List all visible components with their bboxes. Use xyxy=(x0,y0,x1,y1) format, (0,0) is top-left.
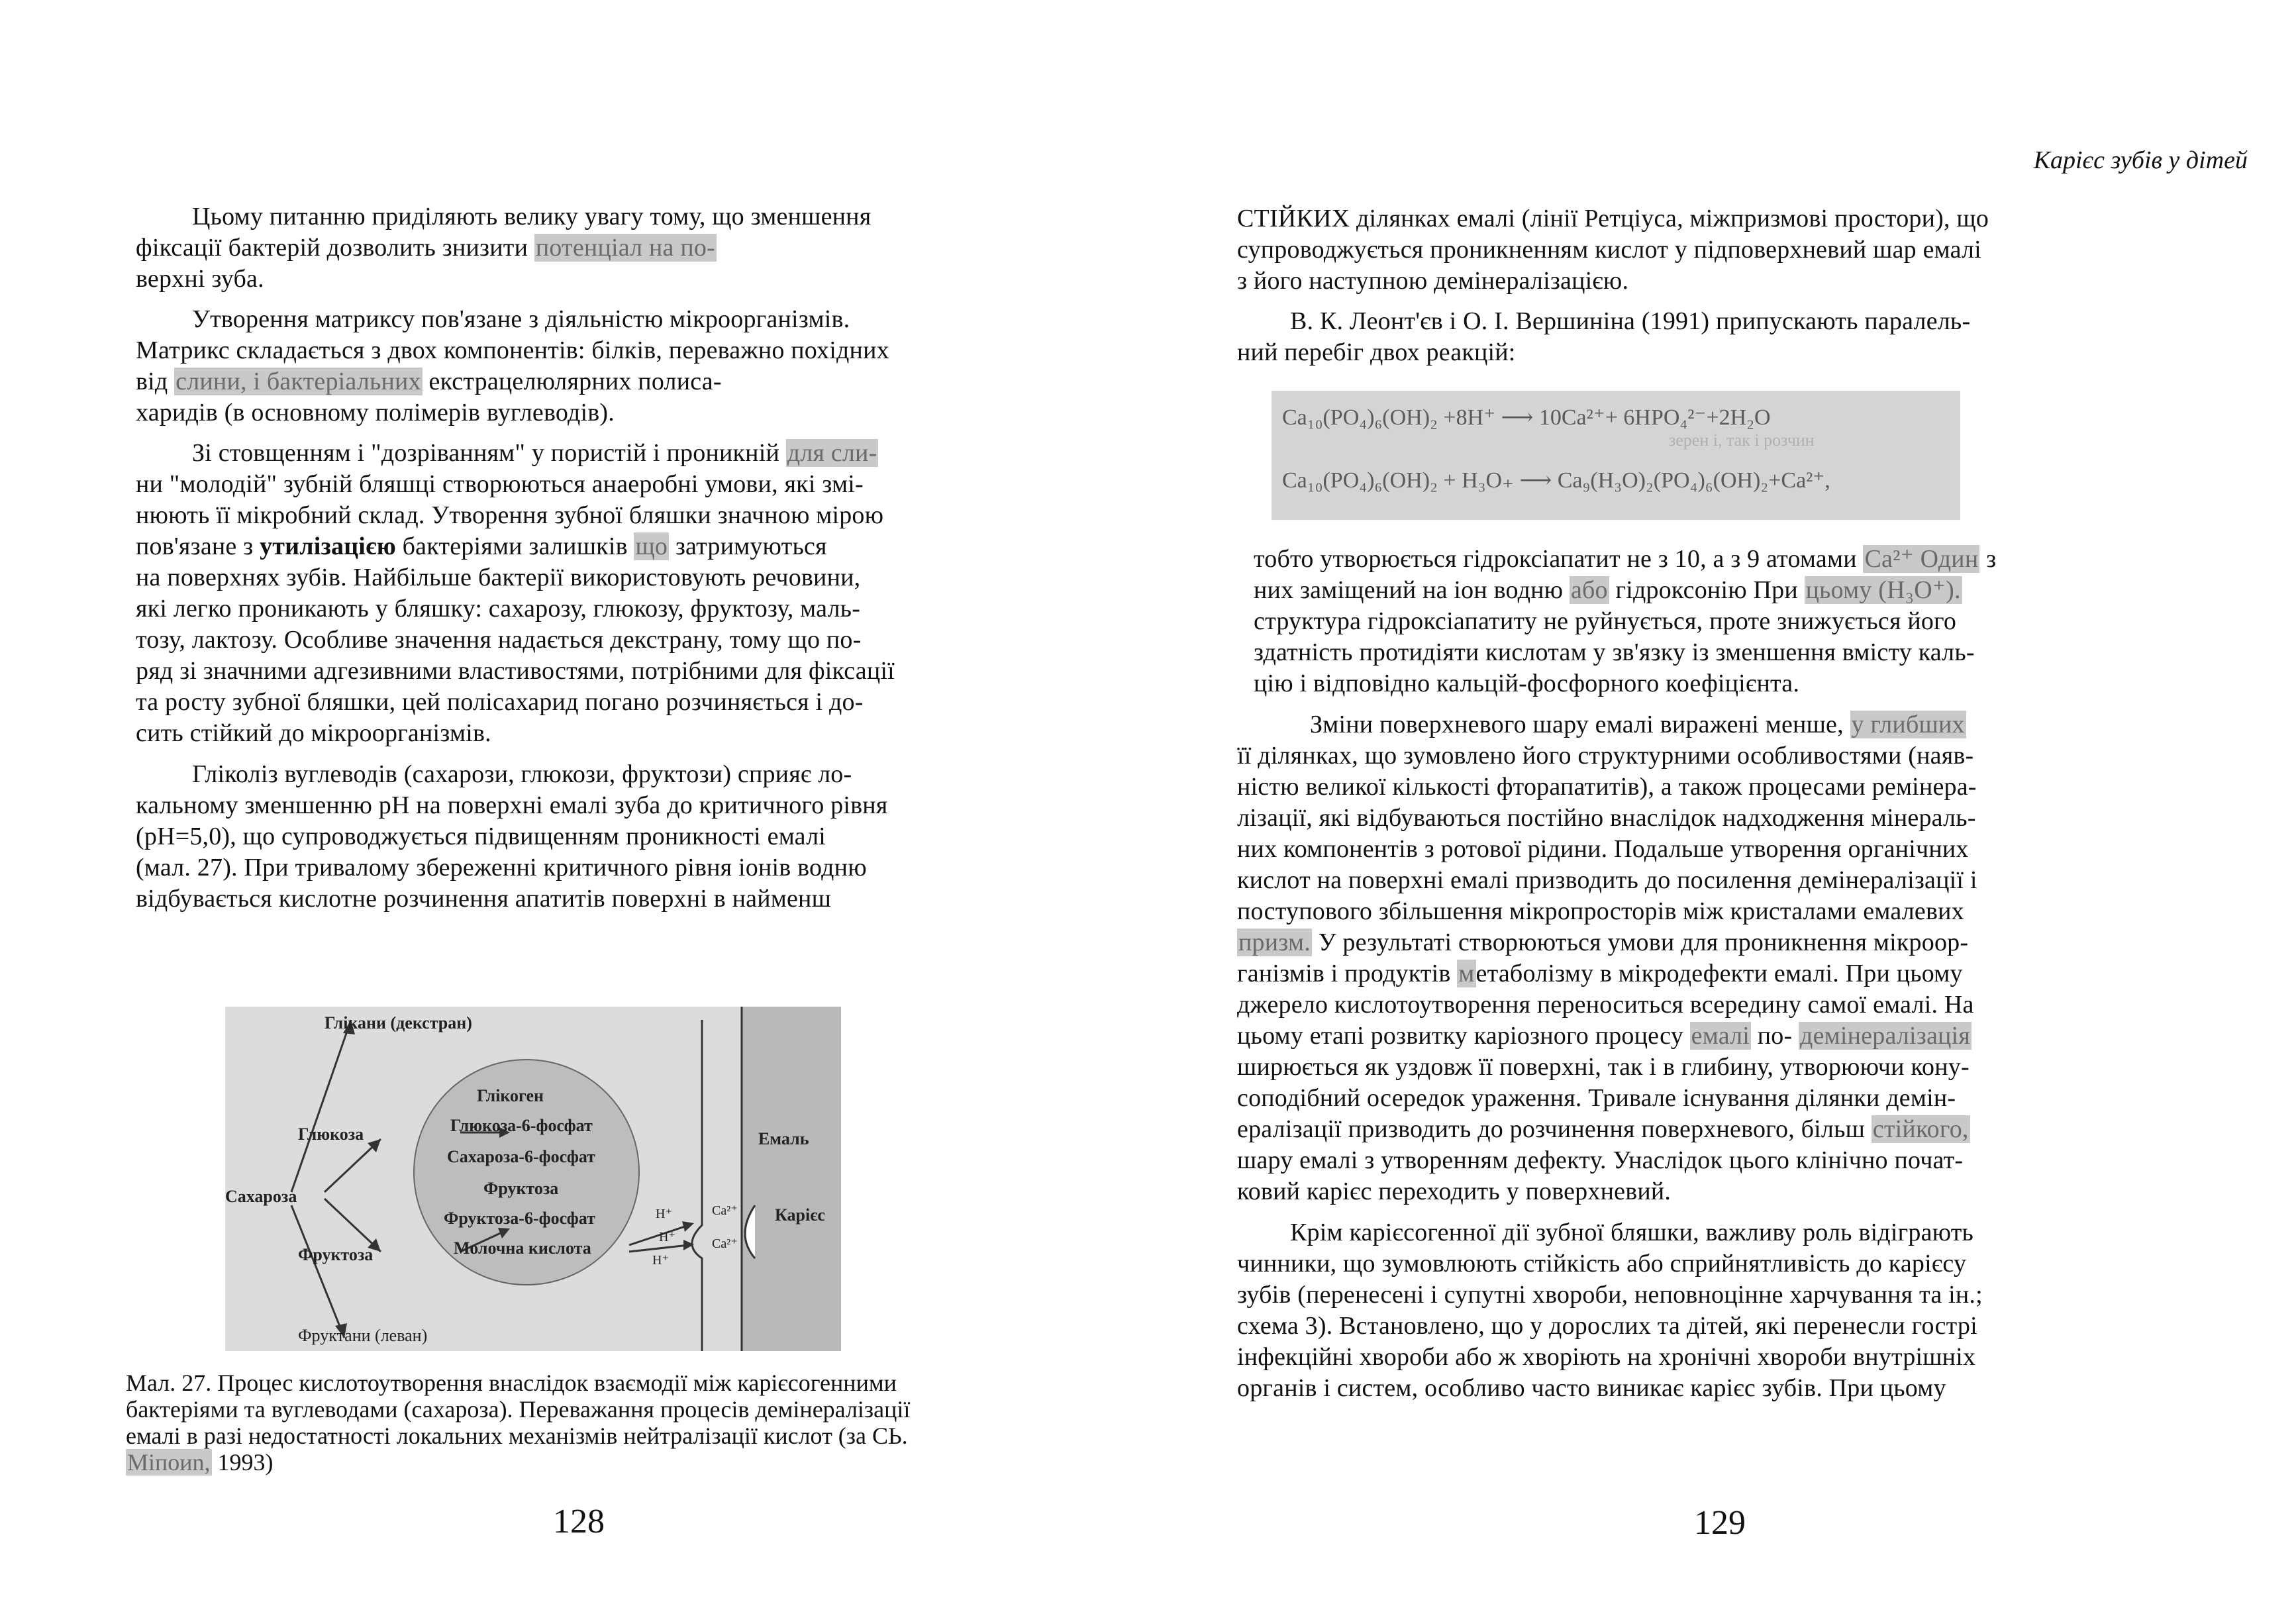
text-line: органів і систем, особливо часто виникає карієс зубів. При цьому xyxy=(1237,1374,1946,1402)
highlighted-fragment: емалі xyxy=(1691,1022,1750,1050)
glucose-label: Глюкоза xyxy=(298,1125,364,1144)
text-line: на поверхнях зубів. Найбільше бактерії використовують речовини, xyxy=(136,564,861,591)
enamel-region xyxy=(742,1007,841,1351)
text-line: ний перебіг двох реакцій: xyxy=(1237,338,1516,366)
highlighted-fragment: Міпоиn, xyxy=(127,1449,211,1476)
text-line: та росту зубної бляшки, цей полісахарид погано розчиняється і до- xyxy=(136,688,864,716)
text-line: супроводжується проникненням кислот у підповерхневий шар емалі xyxy=(1237,236,1981,264)
text-line: них заміщений на іон водню або гідроксонію При цьому (H₃O⁺). xyxy=(1254,576,1961,604)
text-line: Зміни поверхневого шару емалі виражені менше, у глибших xyxy=(1310,711,1965,738)
text-line: В. К. Леонт'єв і О. І. Вершиніна (1991) припускають паралель- xyxy=(1290,307,1971,335)
text-line: відбувається кислотне розчинення апатитів поверхні в найменш xyxy=(136,885,832,913)
highlighted-fragment: Ca²⁺ Один xyxy=(1864,545,1979,573)
figure-caption-line: Мал. 27. Процес кислотоутворення внаслідок взаємодії між карієсогенними xyxy=(126,1370,897,1396)
highlighted-fragment: слини, і бактеріальних xyxy=(175,368,421,395)
text-line: (мал. 27). При тривалому збереженні критичного рівня іонів водню xyxy=(136,854,867,881)
highlighted-fragment: демінералізація xyxy=(1800,1022,1971,1050)
text-line: зубів (перенесені і супутні хвороби, неповноцінне харчування та ін.; xyxy=(1237,1281,1983,1309)
bold-word: утилізацією xyxy=(260,532,396,560)
highlighted-fragment: у глибших xyxy=(1851,711,1965,738)
text-line: її ділянках, що зумовлено його структурними особливостями (наяв- xyxy=(1237,742,1974,770)
text-line: соподібний осередок ураження. Тривале існування ділянки демін- xyxy=(1237,1084,1956,1112)
text-line: нюють її мікробний склад. Утворення зубної бляшки значною мірою xyxy=(136,501,884,529)
text-line: ширюється як уздовж її поверхні, так і в глибину, утворюючи кону- xyxy=(1237,1053,1970,1081)
fructans-label: Фруктани (леван) xyxy=(298,1326,428,1345)
text-line: Матрикс складається з двох компонентів: білків, переважно похідних xyxy=(136,336,889,364)
text-line: (рН=5,0), що супроводжується підвищенням проникності емалі xyxy=(136,823,826,850)
ion-label: Ca²⁺ xyxy=(712,1236,738,1251)
text-line: призм. У результаті створюються умови для проникнення мікроор- xyxy=(1238,928,1969,956)
highlighted-fragment: потенціал на по- xyxy=(535,234,715,262)
text-line: ералізації призводить до розчинення поверхневого, більш стійкого, xyxy=(1237,1115,1969,1143)
text-line: ністю великої кількості фторапатитів), а також процесами ремінера- xyxy=(1237,773,1977,801)
ion-label: H⁺ xyxy=(659,1230,675,1244)
text-line: поступового збільшення мікропросторів між кристалами емалевих xyxy=(1237,897,1964,925)
figure-27-diagram xyxy=(225,1007,841,1351)
text-line: Утворення матриксу пов'язане з діяльністю мікроорганізмів. xyxy=(192,305,850,333)
faded-text: зерен і, так і розчин xyxy=(1669,430,1815,450)
text-line: з його наступною демінералізацією. xyxy=(1237,267,1629,295)
text-line: ни "молодій" зубній бляшці створюються анаеробні умови, які змі- xyxy=(136,470,864,498)
highlighted-fragment: цьому (H₃O⁺). xyxy=(1805,576,1961,604)
ion-label: H⁺ xyxy=(652,1253,669,1268)
highlighted-fragment: стійкого, xyxy=(1872,1115,1969,1143)
highlighted-fragment: або xyxy=(1570,576,1608,604)
text-line: схема 3). Встановлено, що у дорослих та дітей, які перенесли гострі xyxy=(1237,1312,1977,1340)
figure-caption-line: бактеріями та вуглеводами (сахароза). Переважання процесів демінералізації xyxy=(126,1396,911,1423)
page-number: 129 xyxy=(1694,1504,1746,1542)
text-line: кислот на поверхні емалі призводить до посилення демінералізації і xyxy=(1237,866,1977,894)
text-line: ганізмів і продуктів метаболізму в мікродефекти емалі. При цьому xyxy=(1237,960,1963,987)
enamel-label: Емаль xyxy=(758,1129,809,1148)
text-line: кальному зменшенню рН на поверхні емалі зуба до критичного рівня xyxy=(136,791,888,819)
figure-caption-line: емалі в разі недостатності локальних механізмів нейтралізації кислот (за СЬ. xyxy=(126,1423,908,1449)
text-line: джерело кислотоутворення переноситься всередину самої емалі. На xyxy=(1237,991,1974,1019)
circle-item: Фруктоза-6-фосфат xyxy=(444,1209,595,1228)
running-head: Карієс зубів у дітей xyxy=(2033,146,2248,174)
right-page-body xyxy=(1148,0,2296,1606)
ion-label: Ca²⁺ xyxy=(712,1203,738,1218)
text-line: тозу, лактозу. Особливе значення надається декстрану, тому що по- xyxy=(136,626,862,654)
text-line: від слини, і бактеріальних екстрацелюлярних полиса- xyxy=(136,368,722,395)
text-line: них компонентів з ротової рідини. Подальше утворення органічних xyxy=(1237,835,1969,863)
circle-item: Глюкоза-6-фосфат xyxy=(450,1116,593,1135)
text-line: верхні зуба. xyxy=(136,265,264,293)
text-line: ковий карієс переходить у поверхневий. xyxy=(1237,1178,1672,1205)
text-line: цьому етапі розвитку каріозного процесу емалі по- демінералізація xyxy=(1237,1022,1971,1050)
text-line: харидів (в основному полімерів вуглеводів). xyxy=(136,399,615,427)
sucrose-label: Сахароза xyxy=(225,1187,297,1206)
circle-item: Глікоген xyxy=(477,1086,544,1105)
fructose-label: Фруктоза xyxy=(298,1245,374,1264)
text-line: СТІЙКИХ ділянках емалі (лінії Ретціуса, міжпризмові простори), що xyxy=(1237,205,1989,232)
reaction-1: Ca₁₀(PO₄)₆(OH)₂ +8H⁺ ⟶ 10Ca²⁺+ 6HPO₄²⁻+2H₂O xyxy=(1282,405,1771,430)
text-line: Крім карієсогенної дії зубної бляшки, важливу роль відіграють xyxy=(1290,1219,1974,1246)
highlighted-fragment: призм. xyxy=(1238,928,1311,956)
reaction-2: Ca₁₀(PO₄)₆(OH)₂ + H₃O₊ ⟶ Ca₉(H₃O)₂(PO₄)₆(OH)₂+Ca²⁺, xyxy=(1282,468,1830,493)
text-line: лізації, які відбуваються постійно внаслідок надходження мінераль- xyxy=(1237,804,1976,832)
text-line: інфекційні хвороби або ж хворіють на хронічні хвороби внутрішніх xyxy=(1237,1343,1976,1371)
text-line: Зі стовщенням і "дозріванням" у пористій і проникній для сли- xyxy=(192,439,877,467)
figure-caption-line: Міпоиn, 1993) xyxy=(127,1449,274,1476)
text-line: які легко проникають у бляшку: сахарозу, глюкозу, фруктозу, маль- xyxy=(136,595,861,623)
highlighted-fragment: м xyxy=(1458,960,1475,987)
highlighted-fragment: для сли- xyxy=(787,439,877,467)
text-line: цію і відповідно кальцій-фосфорного коефіцієнта. xyxy=(1254,670,1800,697)
page-number: 128 xyxy=(553,1503,605,1540)
text-line: фіксації бактерій дозволить знизити потенціал на по- xyxy=(136,234,715,262)
text-line: чинники, що зумовлюють стійкість або сприйнятливість до карієсу xyxy=(1237,1250,1967,1278)
glycans-label: Глікани (декстран) xyxy=(324,1013,472,1032)
text-line: пов'язане з утилізацією бактеріями залишків що затримуються xyxy=(136,532,827,560)
text-line: ряд зі значними адгезивними властивостями, потрібними для фіксації xyxy=(136,657,895,685)
text-line: Цьому питанню приділяють велику увагу тому, що зменшення xyxy=(192,203,872,230)
circle-item: Фруктоза xyxy=(483,1179,559,1198)
text-line: тобто утворюється гідроксіапатит не з 10, а з 9 атомами Ca²⁺ Один з xyxy=(1254,545,1997,573)
highlighted-fragment: що xyxy=(635,532,668,560)
text-line: структура гідроксіапатиту не руйнується, проте знижується його xyxy=(1254,607,1957,635)
text-line: Гліколіз вуглеводів (сахарози, глюкози, фруктози) сприяє ло- xyxy=(192,760,852,788)
circle-item: Сахароза-6-фосфат xyxy=(447,1147,595,1166)
caries-label: Карієс xyxy=(775,1205,825,1225)
text-line: сить стійкий до мікроорганізмів. xyxy=(136,719,491,747)
circle-item: Молочна кислота xyxy=(454,1238,591,1258)
text-line: здатність протидіяти кислотам у зв'язку із зменшення вмісту каль- xyxy=(1254,638,1975,666)
text-line: шару емалі з утворенням дефекту. Унаслідок цього клінічно почат- xyxy=(1237,1146,1964,1174)
ion-label: H⁺ xyxy=(656,1207,672,1221)
